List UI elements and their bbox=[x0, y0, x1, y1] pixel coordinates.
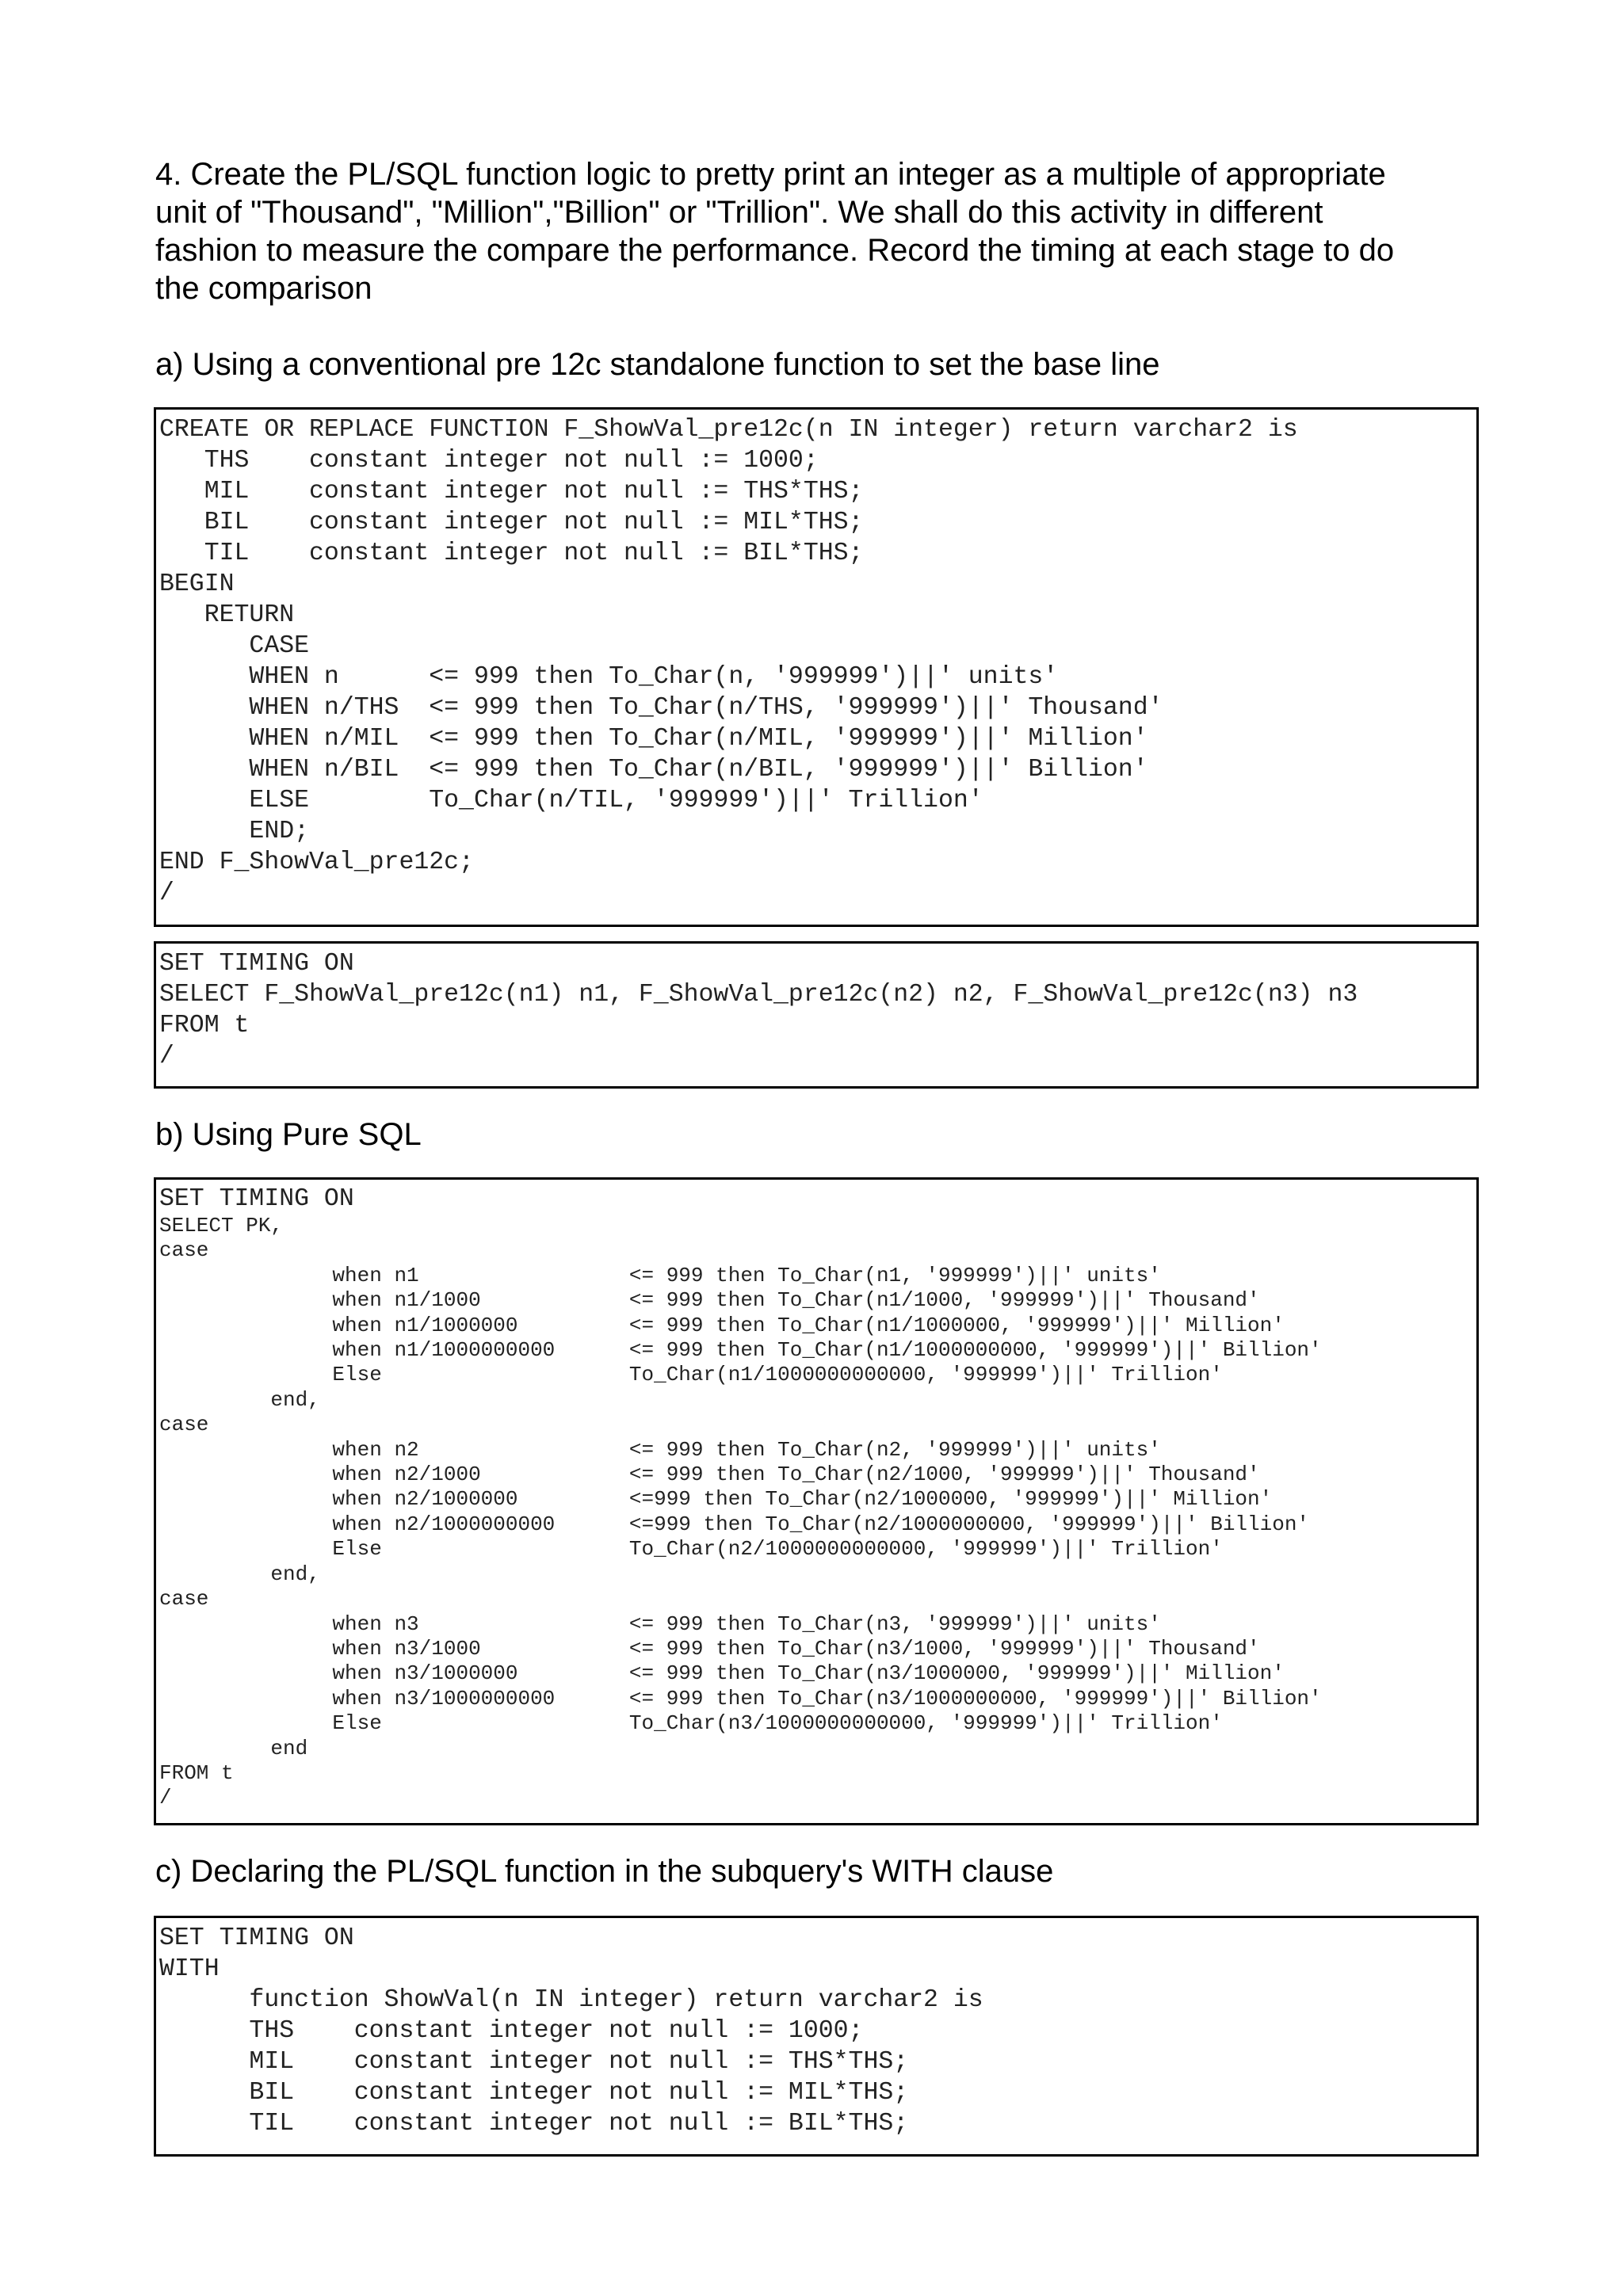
code-query-text: SET TIMING ON SELECT F_ShowVal_pre12c(n1) n1, F_ShowVal_pre12c(n2) n2, F_ShowVal_pre12c(n3) n3 FROM t / bbox=[159, 950, 1358, 1070]
code-block-query bbox=[154, 941, 1479, 1089]
section-b-heading: b) Using Pure SQL bbox=[155, 1117, 422, 1152]
section-c-heading: c) Declaring the PL/SQL function in the subquery's WITH clause bbox=[155, 1854, 1054, 1889]
code-block-pure-sql bbox=[154, 1177, 1479, 1825]
code-function-text: CREATE OR REPLACE FUNCTION F_ShowVal_pre12c(n IN integer) return varchar2 is THS constant integer not null := 1000; MIL constant integer not null := THS*THS; BIL constant integer not null := MIL*THS; TIL constant integer not null := BIL*THS; BEGIN RETURN CASE WHEN n <= 999 then To_Char(n, '999999')||' units' WHEN n/THS <= 999 then To_Char(n/THS, '999999')||' Thousand' WHEN n/MIL <= 999 then To_Char(n/MIL, '999999')||' Million' WHEN n/BIL <= 999 then To_Char(n/BIL, '999999')||' Billion' ELSE To_Char(n/TIL, '999999')||' Trillion' END; END F_ShowVal_pre12c; / bbox=[159, 416, 1298, 907]
code-pure-sql-first-line: SET TIMING ON bbox=[159, 1185, 354, 1213]
code-block-with-clause bbox=[154, 1916, 1479, 2157]
code-block-function bbox=[154, 407, 1479, 927]
code-pure-sql-body: SELECT PK, case when n1 <= 999 then To_Char(n1, '999999')||' units' when n1/1000 <= 999 then To_Char(n1/1000, '999999')||' Thousand' when n1/1000000 <= 999 then To_Char(n1/1000000, '999999')||' Million' when n1/1000000000 <= 999 then To_Char(n1/1000000000, '999999')||' Billion' Else To_Char(n1/1000000000000, '999999')||' Trillion' end, case when n2 <= 999 then To_Char(n2, '999999')||' units' when n2/1000 <= 999 then To_Char(n2/1000, '999999')||' Thousand' when n2/1000000 <=999 then To_Char(n2/1000000, '999999')||' Million' when n2/1000000000 <=999 then To_Char(n2/1000000000, '999999')||' Billion' Else To_Char(n2/1000000000000, '999999')||' Trillion' end, case when n3 <= 999 then To_Char(n3, '999999')||' units' when n3/1000 <= 999 then To_Char(n3/1000, '999999')||' Thousand' when n3/1000000 <= 999 then To_Char(n3/1000000, '999999')||' Million' when n3/1000000000 <= 999 then To_Char(n3/1000000000, '999999')||' Billion' Else To_Char(n3/1000000000000, '999999')||' Trillion' end FROM t / bbox=[159, 1214, 1322, 1810]
intro-paragraph: 4. Create the PL/SQL function logic to pretty print an integer as a multiple of appropriate unit of "Thousand", "Million","Billion" or "Trillion". We shall do this activity in different fashion to measure the compare the performance. Record the timing at each stage to do the comparison bbox=[155, 157, 1395, 306]
section-a-heading: a) Using a conventional pre 12c standalone function to set the base line bbox=[155, 347, 1160, 382]
code-with-clause-text: SET TIMING ON WITH function ShowVal(n IN integer) return varchar2 is THS constant integer not null := 1000; MIL constant integer not null := THS*THS; BIL constant integer not null := MIL*THS; TIL constant integer not null := BIL*THS; bbox=[159, 1924, 983, 2138]
